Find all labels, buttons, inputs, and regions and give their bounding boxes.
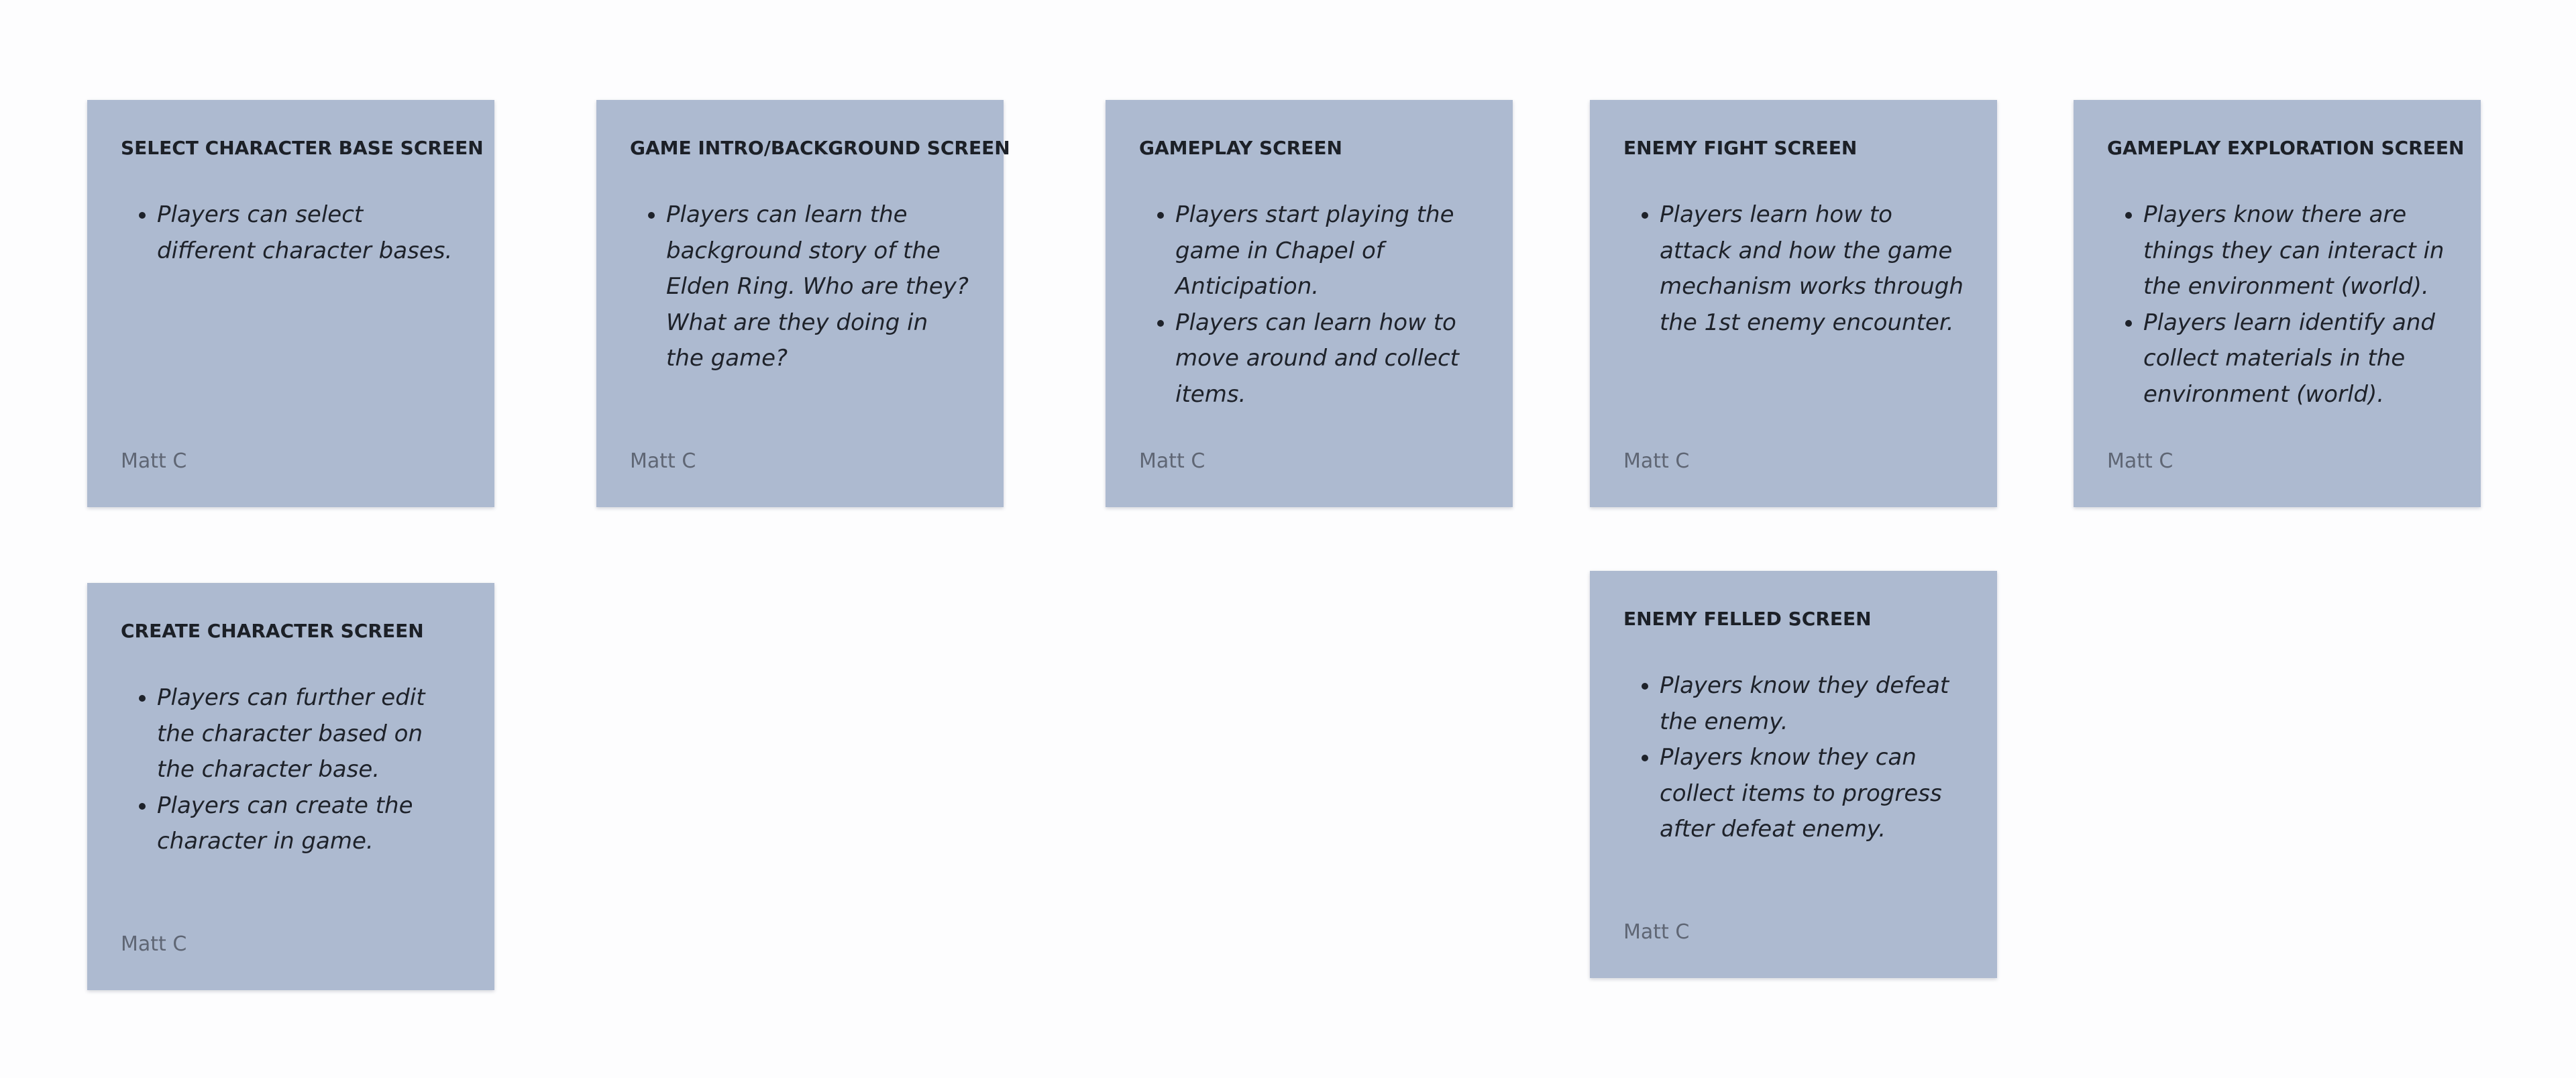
note-bullet-item: • Players can select different character bases. [157,197,461,269]
note-bullet-list [2107,197,2447,413]
note-bullet-item: • Players can learn how to move around and collect items. [1175,305,1479,413]
note-author: Matt C [121,449,187,473]
sticky-note-enemy-felled[interactable] [1590,571,1997,978]
note-bullet-list [121,197,461,269]
note-title: GAMEPLAY SCREEN [1139,137,1342,159]
note-bullet-list [1139,197,1479,413]
note-bullet-item: • Players start playing the game in Chapel of Anticipation. [1175,197,1479,305]
note-bullet-item: • Players can create the character in game. [157,788,461,860]
note-title: CREATE CHARACTER SCREEN [121,620,424,642]
note-bullet-list [121,680,461,860]
note-author: Matt C [1623,920,1690,944]
note-bullet-item: • Players learn how to attack and how the game mechanism works through the 1st enemy encounter. [1660,197,1964,341]
note-bullet-item: • Players know they can collect items to progress after defeat enemy. [1660,740,1964,848]
note-bullet-item: • Players can learn the background story of the Elden Ring. Who are they? What are they doing in the game? [666,197,970,377]
note-bullet-item: • Players know they defeat the enemy. [1660,668,1964,740]
note-title: ENEMY FELLED SCREEN [1623,608,1872,630]
sticky-note-game-intro-background[interactable] [596,100,1010,507]
note-bullet-item: • Players learn identify and collect materials in the environment (world). [2143,305,2447,413]
note-author: Matt C [121,932,187,956]
sticky-note-select-character-base[interactable] [87,100,494,507]
note-bullet-item: • Players know there are things they can interact in the environment (world). [2143,197,2447,305]
note-author: Matt C [1139,449,1205,473]
note-bullet-list [630,197,970,377]
sticky-note-enemy-fight[interactable] [1590,100,1997,507]
note-author: Matt C [630,449,696,473]
sticky-note-gameplay-exploration[interactable] [2074,100,2481,507]
sticky-note-create-character[interactable] [87,583,494,990]
note-title: GAMEPLAY EXPLORATION SCREEN [2107,137,2465,159]
note-bullet-list [1623,197,1964,341]
note-title: ENEMY FIGHT SCREEN [1623,137,1858,159]
note-author: Matt C [2107,449,2174,473]
note-title: SELECT CHARACTER BASE SCREEN [121,137,484,159]
sticky-note-gameplay[interactable] [1106,100,1513,507]
note-title: GAME INTRO/BACKGROUND SCREEN [630,137,1010,159]
note-bullet-item: • Players can further edit the character based on the character base. [157,680,461,788]
note-bullet-list [1623,668,1964,848]
note-author: Matt C [1623,449,1690,473]
